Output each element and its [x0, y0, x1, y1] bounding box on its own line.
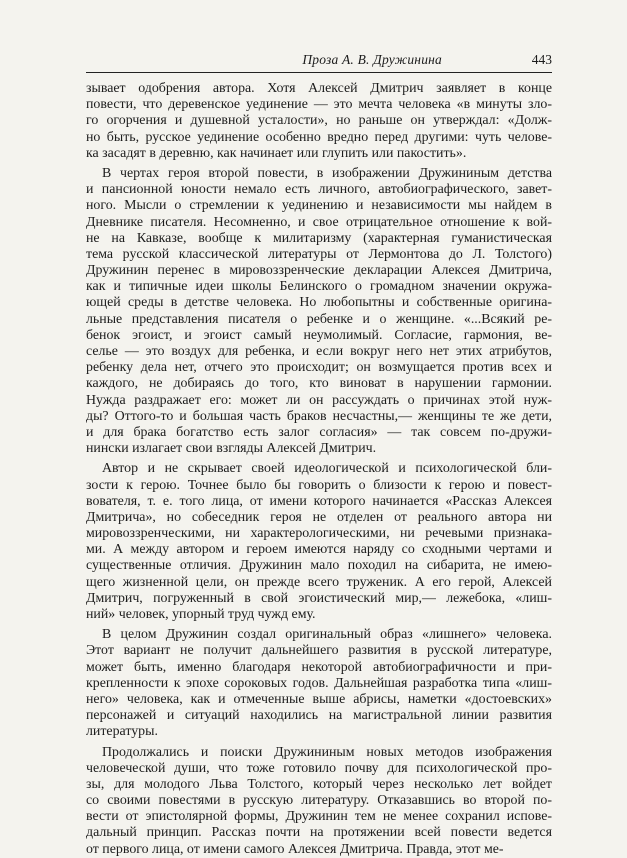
text-line: каждого, не добираясь до того, кто виноват в нарушении гармонии. — [86, 376, 552, 392]
text-line: литературы. — [86, 724, 158, 740]
text-line: дальный принцип. Рассказ почти на протяжении всей повести ведется — [86, 825, 552, 841]
text-line: ний» человек, упорный труд чужд ему. — [86, 607, 316, 622]
text-line: человеческой души, что тоже готовило почву для психологической про- — [86, 760, 552, 776]
text-line: тема русской классической литературы от Лермонтова до Л. Толстого) — [86, 246, 552, 262]
text-line: него» человека, как и отмеченные выше абрисы, наметки «достоевских» — [86, 691, 552, 707]
text-line: но быть, русское уединение особенно вредно перед другими: чуть челове- — [86, 129, 552, 145]
text-line: ми. А между автором и героем имеются наряду со сходными чертами и — [86, 542, 552, 558]
text-line: бенок эгоист, и эгоист самый неумолимый. Согласие, гармония, ве- — [86, 327, 552, 343]
text-line: Этот вариант не получит дальнейшего развития в русской литературе, — [86, 643, 552, 659]
text-line: льные представления писателя о ребенке и о женщине. «...Всякий ре- — [86, 311, 552, 327]
text-line: зы, для молодого Льва Толстого, который через несколько лет войдет — [86, 776, 552, 792]
text-line: Нужда раздражает его: может ли он рассуждать о причинах этой нуж- — [86, 392, 552, 408]
text-line: В чертах героя второй повести, в изображении Дружининым детства — [102, 165, 552, 181]
text-line: ка засадят в деревню, как начинает или глупить или пакостить». — [86, 145, 467, 161]
text-line: го огорчения и душевной усталости», но раньше он утверждал: «Долж- — [86, 113, 552, 129]
text-line: может быть, именно благодаря некоторой автобиографичности и при- — [86, 659, 552, 675]
text-line: вователя, т. е. того лица, от имени которого начинается «Рассказ Алексея — [86, 493, 552, 509]
running-header — [86, 50, 552, 73]
text-line: зывает одобрения автора. Хотя Алексей Дмитрич заявляет в конце — [86, 81, 552, 96]
paragraph — [86, 166, 552, 457]
text-line: зости к герою. Точнее было бы говорить о близости к герою и повест- — [86, 477, 552, 493]
page-number: 443 — [531, 52, 552, 67]
body-text — [86, 81, 552, 858]
text-line: и для брака богатство есть залог согласия» — так совсем по-дружи- — [86, 424, 552, 440]
paragraph — [86, 461, 552, 623]
text-line: Автор и не скрывает своей идеологической и психологической бли- — [102, 461, 552, 477]
text-line: повести, что деревенское уединение — это мечта человека «в минуты зло- — [86, 97, 552, 113]
paragraph — [86, 81, 552, 162]
text-line: Дневнике писателя. Несомненно, и свое отрицательное отношение к вой- — [86, 214, 552, 230]
text-line: ды? Оттого-то и большая часть браков несчастны,— женщины те же дети, — [86, 408, 552, 424]
text-line: со своими повестями в русскую литературу. Отказавшись во второй по- — [86, 793, 552, 809]
text-line: вести от эпистолярной формы, Дружинин тем не менее сохранил испове- — [86, 809, 552, 825]
text-line: от первого лица, от имени самого Алексея Дмитрича. Правда, этот ме- — [86, 841, 504, 857]
text-line: существенные отличия. Дружинин мало походил на сибарита, не имею- — [86, 558, 552, 574]
text-line: Дмитрича», но собеседник героя не отделен от реального автора ни — [86, 509, 552, 525]
text-line: ного. Мысли о стремлении к уединению и независимости мы найдем в — [86, 198, 552, 214]
paragraph — [86, 627, 552, 740]
text-line: мировоззренческими, ни характерологическими, ни речевыми признака- — [86, 526, 552, 542]
text-line: крепленности к эпохе сороковых годов. Дальнейшая разработка типа «лиш- — [86, 675, 552, 691]
running-title: Проза А. В. Дружинина — [302, 52, 442, 67]
text-line: персонажей и ситуаций находились на магистральной линии развития — [86, 708, 552, 724]
text-line: щего жизненной цели, он прежде всего труженик. А его герой, Алексей — [86, 574, 552, 590]
text-line: В целом Дружинин создал оригинальный образ «лишнего» человека. — [102, 627, 552, 643]
text-line: ребенку дела нет, отчего это происходит; он возмущается против всех и — [86, 360, 552, 376]
text-line: как и типичные идеи школы Белинского о громадном значении окружа- — [86, 279, 552, 295]
paragraph — [86, 745, 552, 858]
text-line: селье — это воздух для ребенка, и если вокруг него нет этих атрибутов, — [86, 344, 552, 359]
text-line: Дружинин перенес в мировоззренческие декларации Алексея Дмитрича, — [86, 263, 552, 279]
text-line: Дмитрич, погруженный в свой эгоистический мир,— лежебока, «лиш- — [86, 590, 552, 606]
text-line: и пансионной юности немало есть личного, автобиографического, завет- — [86, 182, 552, 198]
text-line: Продолжались и поиски Дружининым новых методов изображения — [102, 744, 552, 760]
text-line: не на Кавказе, вообще к милитаризму (характерная гуманистическая — [86, 230, 552, 246]
text-line: ющей среды в детстве человека. Но любопытны и собственные оригина- — [86, 295, 552, 311]
text-line: нински излагает свои взгляды Алексей Дмитрич. — [86, 441, 377, 457]
